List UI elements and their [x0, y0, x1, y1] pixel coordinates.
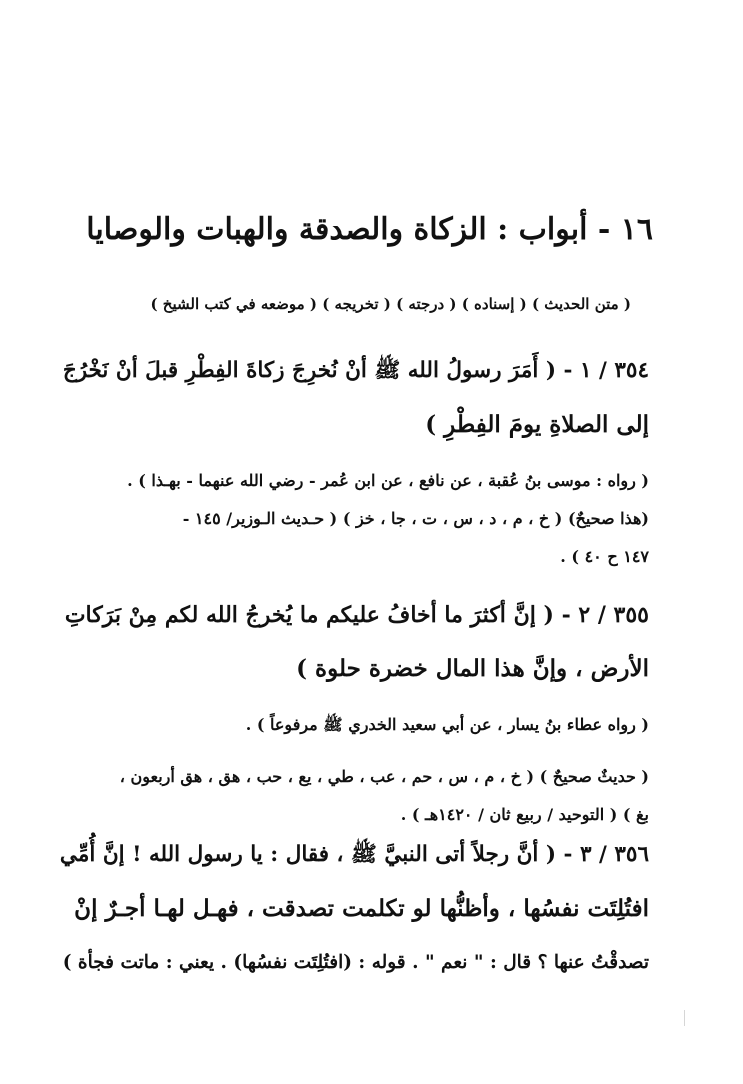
hadith-355-sources [58, 758, 649, 834]
hadith-line: الأرض ، وإنَّ هذا المال خضرة حلوة ) [296, 655, 649, 682]
hadith-356-text [58, 828, 649, 990]
scan-mark [684, 1010, 691, 1026]
hadith-line: تصدقْتُ عنها ؟ قال : " نعم " . قوله : (افتُلِتَت نفسُها) . يعني : ماتت فجأة ) [62, 952, 649, 973]
hadith-line: ٣٥٤ / ١ - ( أَمَرَ رسولُ الله ﷺ أنْ نُخرِجَ زكاةَ الفِطْرِ قبلَ أنْ نَخْرُجَ [62, 358, 649, 383]
note-line: ( حديثٌ صحيحٌ ) ( خ ، م ، س ، حم ، عب ، طي ، يع ، حب ، هق ، هق أربعون ، [119, 767, 649, 786]
note-line: ( رواه : موسى بنُ عُقبة ، عن نافع ، عن ابن عُمر - رضي الله عنهما - بهـذا ) . [127, 471, 649, 490]
hadith-line: ٣٥٦ / ٣ - ( أنَّ رجلاً أتى النبيَّ ﷺ ، فقال : يا رسول الله ! إنَّ أُمِّي [59, 842, 649, 867]
note-line: ١٤٧ ح ٤٠ ) . [560, 547, 649, 566]
hadith-354-notes [58, 462, 649, 576]
column-legend: ( متن الحديث ) ( إسناده ) ( درجته ) ( تخريجه ) ( موضعه في كتب الشيخ ) [150, 295, 631, 313]
hadith-355-narration [58, 706, 649, 744]
chapter-heading: ١٦ - أبواب : الزكاة والصدقة والهبات والوصايا [86, 212, 653, 247]
note-line: بغ ) ( التوحيد / ربيع ثان / ١٤٢٠هـ ) . [400, 805, 649, 824]
hadith-line: ٣٥٥ / ٢ - ( إنَّ أكثرَ ما أخافُ عليكم ما يُخرجُ الله لكم مِنْ بَرَكاتِ [64, 602, 649, 628]
note-line: ( رواه عطاء بنُ يسار ، عن أبي سعيد الخدري ﷺ مرفوعاً ) . [245, 715, 649, 734]
hadith-line: إلى الصلاةِ يومَ الفِطْرِ ) [425, 411, 649, 438]
hadith-354-text [58, 344, 649, 452]
note-line: (هذا صحيحٌ) ( خ ، م ، د ، س ، ت ، جا ، خز ) ( حـديث الـوزير/ ١٤٥ - [182, 509, 649, 528]
hadith-355-text [58, 588, 649, 696]
hadith-line: افتُلِتَت نفسُها ، وأظنُّها لو تكلمت تصدقت ، فهـل لهـا أجـرٌ إنْ [74, 895, 649, 922]
